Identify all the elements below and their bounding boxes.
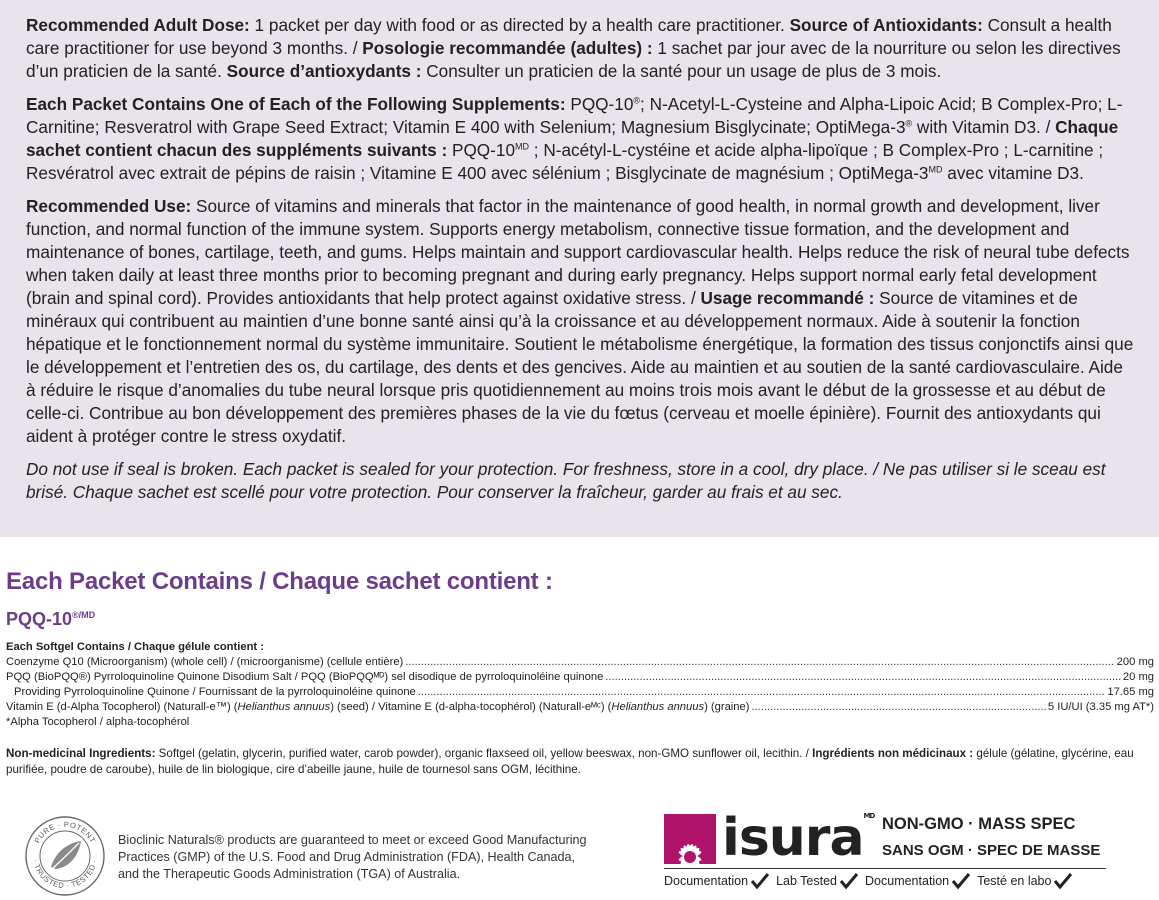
registered-mark: ® bbox=[905, 118, 913, 129]
registered-mark: ® bbox=[633, 95, 641, 106]
nonmed-label-en: Non-medicinal Ingredients: bbox=[6, 747, 156, 760]
dose-text-fr: 1 sachet par jour avec de la nourriture ou selon les directives d’un praticien de la santé. bbox=[26, 38, 1121, 81]
contains-paragraph bbox=[26, 93, 1136, 185]
section-title: Each Packet Contains / Chaque sachet contient : bbox=[6, 568, 553, 595]
badge bbox=[865, 872, 971, 890]
ingredient-amount: 20 mg bbox=[1122, 671, 1154, 683]
contains-label-en: Each Packet Contains One of Each of the Following Supplements: bbox=[26, 94, 566, 114]
facts-footnote: *Alpha Tocopherol / alpha-tocophérol bbox=[6, 716, 190, 728]
product-mark: ®/MD bbox=[72, 610, 96, 620]
checkmark-icon bbox=[951, 872, 971, 890]
md-mark: MD bbox=[928, 164, 943, 175]
dose-label-en: Recommended Adult Dose: bbox=[26, 15, 250, 35]
isura-wordmark bbox=[722, 808, 874, 868]
use-label-en: Recommended Use: bbox=[26, 196, 192, 216]
product-name: PQQ-10 bbox=[6, 609, 73, 629]
ingredient-amount: 5 IU/UI (3.35 mg AT*) bbox=[1047, 701, 1154, 713]
quality-seal-icon bbox=[24, 815, 106, 897]
contains-text-en-2: ; N-Acetyl-L-Cysteine and Alpha-Lipoic Acid; B Complex-Pro; L-Carnitine; Resveratrol with Grape Seed Extract; Vitamin E 400 with Selenium; Magnesium Bisglycinate; OptiMega-3 bbox=[26, 94, 1123, 137]
table-row bbox=[6, 670, 1154, 685]
antioxidant-text-en: Consult a health care practitioner for use beyond 3 months. / bbox=[26, 15, 1112, 58]
isura-wordmark-text: isura bbox=[722, 808, 864, 868]
ingredient-name-part: ) (graine) bbox=[704, 701, 750, 713]
nonmed-text-en: Softgel (gelatin, glycerin, purified water, carob powder), organic flaxseed oil, yellow beeswax, non-GMO sunflower oil, lecithin. / bbox=[155, 747, 813, 760]
badge-label: Lab Tested bbox=[776, 874, 838, 888]
isura-mark: MD bbox=[863, 812, 875, 820]
nonmed-label-fr: Ingrédients non médicinaux : bbox=[812, 747, 974, 760]
badge bbox=[664, 872, 770, 890]
isura-badges bbox=[664, 868, 1106, 893]
ingredient-name-part: ) (seed) / Vitamine E (d-alpha-tocophérol) (Naturall-eᴹᶜ) ( bbox=[330, 701, 612, 713]
contains-label-fr: Chaque sachet contient chacun des suppléments suivants : bbox=[26, 117, 1119, 160]
contains-text-fr-1: PQQ-10 bbox=[447, 140, 516, 160]
latin-name: Helianthus annuus bbox=[237, 701, 331, 713]
non-medicinal-ingredients bbox=[6, 746, 1154, 778]
contains-text-fr-3: avec vitamine D3. bbox=[942, 163, 1084, 183]
md-mark: MD bbox=[515, 141, 530, 152]
checkmark-icon bbox=[750, 872, 770, 890]
warning-paragraph bbox=[26, 458, 1136, 504]
use-text-fr: Source de vitamines et de minéraux qui contribuent au maintien d’une bonne santé ainsi qu’à la croissance et au développement normaux. Aide à soutenir la fonction hépatique et le fonctionnement normal du système immunitaire. Soutient le métabolisme énergétique, la formation des tissus conjonctifs ainsi que le développement et l’entretien des os, du cartilage, des dents et des gencives. Aide au maintien et au soutien de la santé cardiovasculaire. Aide à réduire le risque d’anomalies du tube neural lorsque pris quotidiennement au moins trois mois avant le début de la grossesse et au début de celle-ci. Contribue au bon développement des premières phases de la vie du fœtus (cerveau et moelle épinière). Fournit des antioxydants qui aident à protéger contre le stress oxydatif. bbox=[26, 288, 1134, 446]
badge-label: Documentation bbox=[664, 874, 749, 888]
badge-label: Testé en labo bbox=[977, 874, 1052, 888]
badge bbox=[776, 872, 859, 890]
table-row bbox=[6, 655, 1154, 670]
gmp-statement: Bioclinic Naturals® products are guaranteed to meet or exceed Good Manufacturing Practices (GMP) of the U.S. Food and Drug Administration (FDA), Health Canada, and the Therapeutic Goods Administration (TGA) of Australia. bbox=[118, 833, 587, 881]
dose-label-fr: Posologie recommandée (adultes) : bbox=[362, 38, 653, 58]
ingredient-name: Coenzyme Q10 (Microorganism) (whole cell) / (microorganisme) (cellule entière) bbox=[6, 656, 404, 668]
leader-dots bbox=[418, 685, 1106, 700]
seal-bottom-text: · TRUSTED · TESTED · bbox=[31, 858, 99, 891]
leader-dots bbox=[405, 655, 1114, 670]
badge-label: Documentation bbox=[865, 874, 950, 888]
product-title bbox=[6, 609, 95, 630]
antioxidant-text-fr: Consulter un praticien de la santé pour un usage de plus de 3 mois. bbox=[421, 61, 942, 81]
use-text-en: Source of vitamins and minerals that factor in the maintenance of good health, in normal growth and development, liver function, and normal function of the immune system. Supports energy metabolism, connective tissue formation, and the development and maintenance of bones, cartilage, teeth, and gums. Helps maintain and support cardiovascular health. Helps reduce the risk of neural tube defects when taken daily at least three months prior to becoming pregnant and during early pregnancy. Helps support normal early fetal development (brain and spinal cord). Provides antioxidants that help protect against oxidative stress. / bbox=[26, 196, 1130, 308]
warning-text: Do not use if seal is broken. Each packet is sealed for your protection. For freshness, store in a cool, dry place. / Ne pas utiliser si le sceau est brisé. Chaque sachet est scellé pour votre protection. Pour conserver la fraîcheur, garder au frais et au sec. bbox=[26, 459, 1106, 502]
checkmark-icon bbox=[839, 872, 859, 890]
use-paragraph bbox=[26, 195, 1136, 448]
use-label-fr: Usage recommandé : bbox=[700, 288, 875, 308]
checkmark-icon bbox=[1053, 872, 1073, 890]
ingredient-name-part: Vitamin E (d-Alpha Tocopherol) (Naturall-e™) ( bbox=[6, 701, 238, 713]
supplement-facts bbox=[6, 640, 1154, 730]
isura-flower-logo-icon bbox=[664, 814, 716, 864]
ingredient-name: Providing Pyrroloquinoline Quinone / Fournissant de la pyrroloquinoléine quinone bbox=[14, 686, 416, 698]
badge bbox=[977, 872, 1073, 890]
leader-dots bbox=[605, 670, 1121, 685]
ingredient-amount: 200 mg bbox=[1116, 656, 1154, 668]
seal-top-text: PURE · POTENT bbox=[32, 819, 98, 845]
isura-claim-fr: SANS OGM · SPEC DE MASSE bbox=[882, 842, 1101, 859]
latin-name: Helianthus annuus bbox=[611, 701, 705, 713]
isura-certification bbox=[664, 808, 1114, 898]
table-row bbox=[6, 700, 1154, 715]
leader-dots bbox=[751, 700, 1045, 715]
ingredient-name: PQQ (BioPQQ®) Pyrroloquinoline Quinone Disodium Salt / PQQ (BioPQQᴹᴰ) sel disodique de pyrroloquinoléine quinone bbox=[6, 671, 604, 683]
dose-paragraph bbox=[26, 14, 1136, 83]
dose-text-en: 1 packet per day with food or as directed by a health care practitioner. bbox=[249, 15, 790, 35]
table-row bbox=[6, 685, 1154, 700]
ingredient-amount: 17.65 mg bbox=[1107, 686, 1154, 698]
facts-header: Each Softgel Contains / Chaque gélule contient : bbox=[6, 641, 264, 653]
contains-text-en-1: PQQ-10 bbox=[565, 94, 634, 114]
antioxidant-label-fr: Source d’antioxydants : bbox=[226, 61, 422, 81]
isura-claim-en: NON-GMO · MASS SPEC bbox=[882, 815, 1076, 833]
ingredient-name bbox=[6, 700, 749, 715]
contains-text-en-3: with Vitamin D3. / bbox=[912, 117, 1056, 137]
antioxidant-label-en: Source of Antioxidants: bbox=[789, 15, 983, 35]
contains-text-fr-2: ; N-acétyl-L-cystéine et acide alpha-lipoïque ; B Complex-Pro ; L-carnitine ; Resvératrol avec extrait de pépins de raisin ; Vitamine E 400 avec sélénium ; Bisglycinate de magnésium ; OptiMega-3 bbox=[26, 140, 1104, 183]
nonmed-text-fr: gélule (gélatine, glycérine, eau purifiée, poudre de caroube), huile de lin biologique, cire d’abeille jaune, huile de tournesol sans OGM, lécithine. bbox=[6, 747, 1134, 776]
